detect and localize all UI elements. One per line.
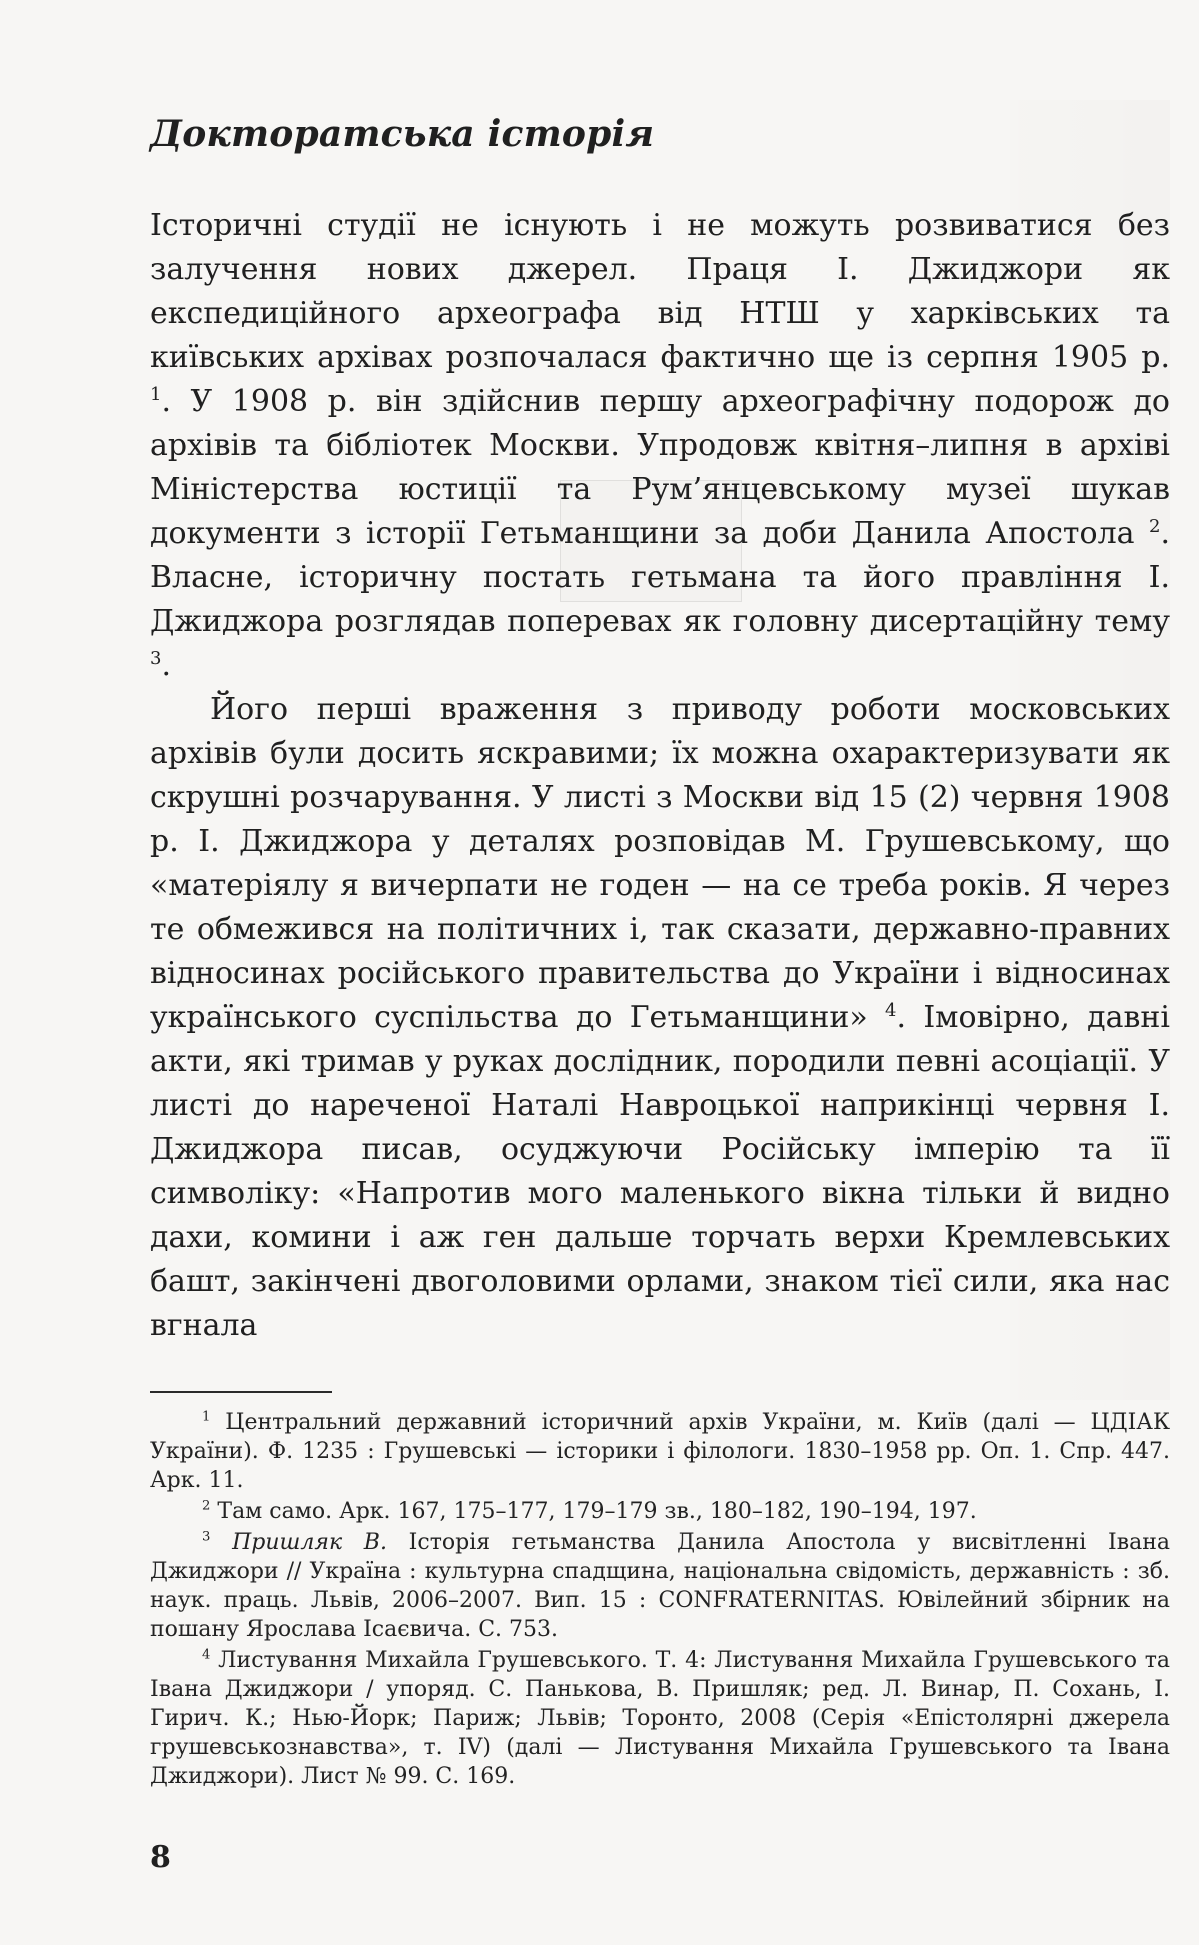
paragraph-1 bbox=[150, 204, 1170, 688]
paragraph-1-part-2: . У 1908 р. він здійснив першу археографічну подорож до архівів та бібліотек Москви. Упродовж квітня–липня в архіві Міністерства юстиції та Рум’янцевському музеї шукав документи з історії Гетьманщини за доби Данила Апостола bbox=[150, 384, 1170, 551]
page-number: 8 bbox=[150, 1840, 171, 1875]
footnote-divider bbox=[150, 1391, 332, 1393]
footnote-ref-2: 2 bbox=[1149, 516, 1161, 537]
footnote-3-number: 3 bbox=[202, 1529, 211, 1545]
footnotes-block bbox=[150, 1408, 1170, 1793]
footnote-4-text: Листування Михайла Грушевського. Т. 4: Листування Михайла Грушевського та Івана Джиджори / упоряд. С. Панькова, В. Пришляк; ред. Л. Винар, П. Сохань, І. Гирич. К.; Нью-Йорк; Париж; Львів; Торонто, 2008 (Серія «Епістолярні джерела грушевськознавства», т. IV) (далі — Листування Михайла Грушевського та Івана Джиджори). Лист № 99. С. 169. bbox=[150, 1648, 1170, 1789]
footnote-2 bbox=[150, 1497, 1170, 1526]
footnote-4-number: 4 bbox=[202, 1647, 211, 1663]
section-heading: Докторатська історія bbox=[150, 113, 655, 155]
paragraph-2-part-1: Його перші враження з приводу роботи московських архівів були досить яскравими; їх можна охарактеризувати як скрушні розчарування. У листі з Москви від 15 (2) червня 1908 р. І. Джиджора у деталях розповідав М. Грушевському, що «матеріялу я вичерпати не годен — на се треба років. Я через те обмежився на політичних і, так сказати, державно-правних відносинах російського правительства до України і відносинах українського суспільства до Гетьманщини» bbox=[150, 692, 1170, 1035]
footnote-1 bbox=[150, 1408, 1170, 1495]
footnote-2-text: Там само. Арк. 167, 175–177, 179–179 зв., 180–182, 190–194, 197. bbox=[217, 1499, 977, 1524]
footnote-1-number: 1 bbox=[202, 1409, 211, 1425]
footnote-2-number: 2 bbox=[202, 1498, 211, 1514]
footnote-1-text: Центральний державний історичний архів України, м. Київ (далі — ЦДІАК України). Ф. 1235 : Грушевські — історики і філологи. 1830–1958 рр. Оп. 1. Спр. 447. Арк. 11. bbox=[150, 1410, 1170, 1493]
paragraph-2 bbox=[150, 688, 1170, 1348]
footnote-ref-3: 3 bbox=[150, 648, 162, 669]
main-content bbox=[150, 113, 1170, 1348]
footnote-3 bbox=[150, 1528, 1170, 1644]
paragraph-2-part-2: . Імовірно, давні акти, які тримав у руках дослідник, породили певні асоціації. У листі до нареченої Наталі Навроцької наприкінці червня І. Джиджора писав, осуджуючи Російську імперію та її символіку: «Напротив мого маленького вікна тільки й видно дахи, комини і аж ген дальше торчать верхи Кремлевських башт, закінчені двоголовими орлами, знаком тієї сили, яка нас вгнала bbox=[150, 1000, 1170, 1343]
footnote-3-author: Пришляк В. bbox=[232, 1530, 387, 1555]
paragraph-1-part-4: . bbox=[161, 648, 171, 683]
footnote-4 bbox=[150, 1646, 1170, 1791]
footnote-ref-4: 4 bbox=[885, 1000, 897, 1021]
footnote-3-text: Історія гетьманства Данила Апостола у висвітленні Івана Джиджори // Україна : культурна спадщина, національна свідомість, державність : зб. наук. праць. Львів, 2006–2007. Вип. 15 : CONFRATERNITAS. Ювілейний збірник на пошану Ярослава Ісаєвича. С. 753. bbox=[150, 1530, 1170, 1642]
paragraph-1-part-1: Історичні студії не існують і не можуть розвиватися без залучення нових джерел. Праця І. Джиджори як експедиційного археографа від НТШ у харківських та київських архівах розпочалася фактично ще із серпня 1905 р. bbox=[150, 208, 1170, 375]
footnote-ref-1: 1 bbox=[150, 384, 162, 405]
paragraph-1-part-3: . Власне, історичну постать гетьмана та його правління І. Джиджора розглядав поперевах як головну дисертаційну тему bbox=[150, 516, 1170, 639]
